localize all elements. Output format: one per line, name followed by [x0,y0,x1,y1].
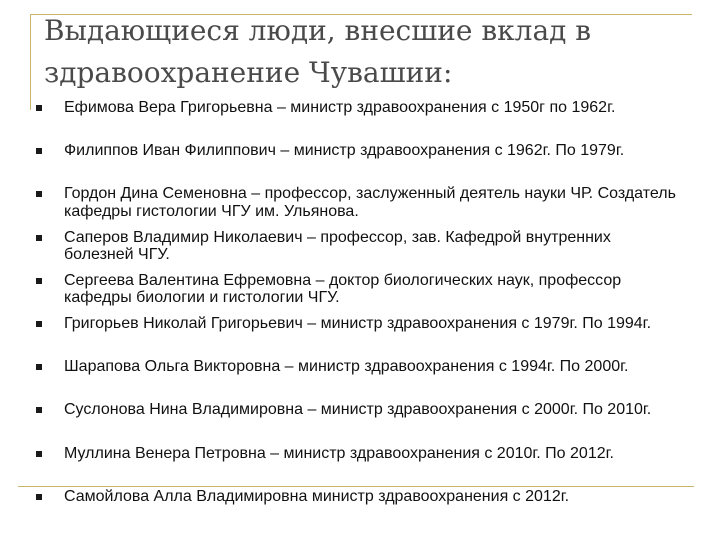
square-bullet-icon [36,407,42,413]
people-list [0,99,720,512]
list-item-text: Григорьев Николай Григорьевич – министр здравоохранения с 1979г. По 1994г. [64,314,652,332]
square-bullet-icon [36,191,42,197]
list-item-text: Ефимова Вера Григорьевна – министр здравоохранения с 1950г по 1962г. [64,99,616,116]
list-item [0,185,720,228]
square-bullet-icon [36,105,42,111]
square-bullet-icon [36,278,42,284]
square-bullet-icon [36,321,42,327]
list-item [0,99,720,142]
list-item [0,488,720,512]
square-bullet-icon [36,494,42,500]
list-item-text: Шарапова Ольга Викторовна – министр здравоохранения с 1994г. По 2000г. [64,358,629,376]
list-item [0,358,720,401]
square-bullet-icon [36,148,42,154]
frame-left-line [30,14,31,110]
list-item [0,445,720,488]
list-item-text: Сергеева Валентина Ефремовна – доктор биологических наук, профессор кафедры биологии и гистологии ЧГУ. [64,271,622,307]
list-item-text: Суслонова Нина Владимировна – министр здравоохранения с 2000г. По 2010г. [64,401,652,419]
square-bullet-icon [36,364,42,370]
slide-title: Выдающиеся люди, внесшие вклад в здравоохранение Чувашии: [44,14,592,89]
list-item [0,229,720,272]
square-bullet-icon [36,235,42,241]
list-item [0,272,720,315]
list-item-text: Гордон Дина Семеновна – профессор, заслуженный деятель науки ЧР. Создатель кафедры гистологии ЧГУ им. Ульянова. [64,185,676,220]
list-item-text: Самойлова Алла Владимировна министр здравоохранения с 2012г. [64,487,570,505]
list-item-text: Филиппов Иван Филиппович – министр здравоохранения с 1962г. По 1979г. [64,142,625,160]
list-item-text: Муллина Венера Петровна – министр здравоохранения с 2010г. По 2012г. [64,444,614,462]
square-bullet-icon [36,451,42,457]
list-item [0,401,720,444]
list-item [0,315,720,358]
list-item [0,142,720,185]
list-item-text: Саперов Владимир Николаевич – профессор, зав. Кафедрой внутренних болезней ЧГУ. [64,228,611,264]
